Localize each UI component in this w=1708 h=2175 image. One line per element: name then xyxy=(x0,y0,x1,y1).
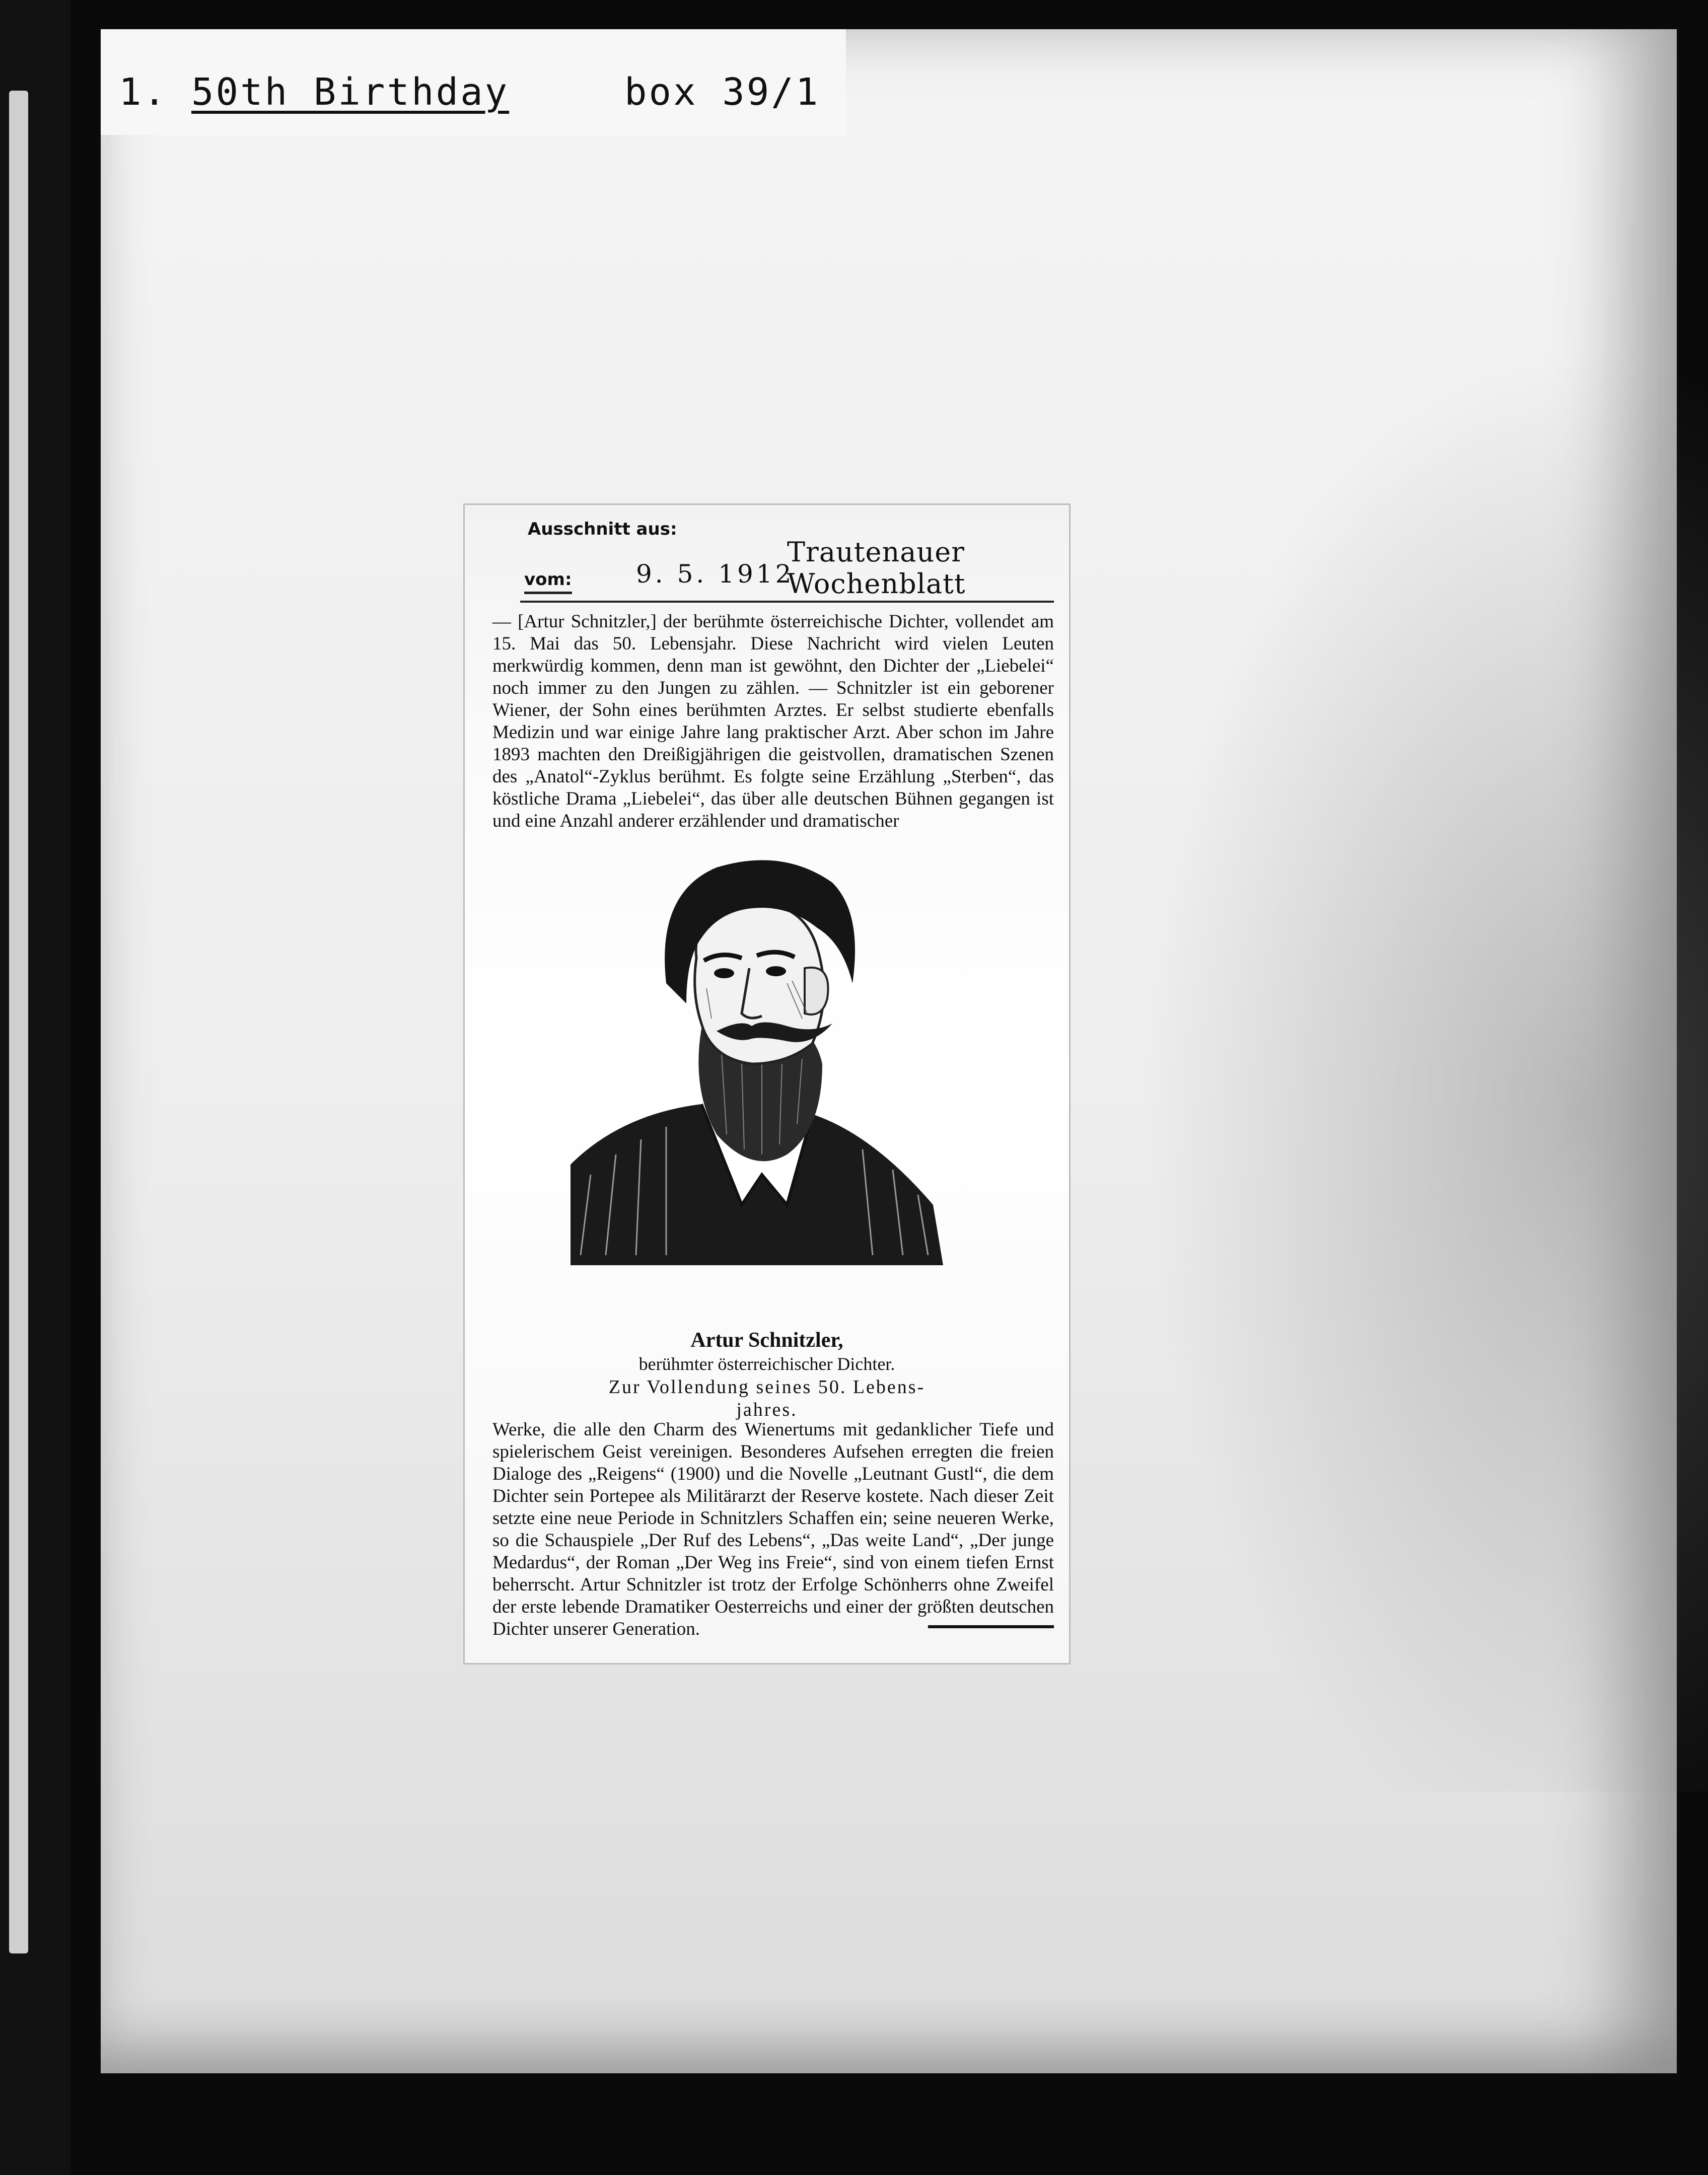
newspaper-clipping xyxy=(463,503,1071,1664)
caption-occasion-line-2: jahres. xyxy=(736,1399,798,1420)
caption-name: Artur Schnitzler, xyxy=(690,1329,843,1352)
date-label: vom: xyxy=(524,569,572,594)
adjacent-page-edge xyxy=(9,91,28,1953)
article-paragraph-1: — [Artur Schnitzler,] der berühmte österreichische Dichter, vollendet am 15. Mai das 50. Lebensjahr. Diese Nachricht wird vielen Leuten merkwürdig kommen, denn man ist gewöhnt, den Dichter der „Liebelei“ noch immer zu den Jungen zu zählen. — Schnitzler ist ein geborener Wiener, der Sohn eines berühmten Arztes. Er selbst studierte ebenfalls Medizin und war einige Jahre lang praktischer Arzt. Aber schon im Jahre 1893 machten den Dreißigjährigen die geistvollen, dramatischen Szenen des „Anatol“-Zyklus berühmt. Es folgte seine Erzählung „Sterben“, das köstliche Drama „Liebelei“, das über alle deutschen Bühnen gegangen ist und eine Anzahl anderer erzählender und dramatischer xyxy=(492,611,1054,831)
folder-title: 50th Birthday xyxy=(191,70,510,114)
caption-description: berühmter österreichischer Dichter. xyxy=(638,1354,895,1374)
sheet-shadow xyxy=(1108,281,1708,1791)
header-rule xyxy=(520,601,1054,603)
newspaper-name: Trautenauer Wochenblatt xyxy=(787,536,966,600)
box-number: box 39/1 xyxy=(624,70,820,114)
article-end-rule xyxy=(928,1625,1054,1628)
clipping-date: 9. 5. 1912 xyxy=(636,559,795,589)
scan-left-strip xyxy=(0,0,70,2175)
caption-occasion-line-1: Zur Vollendung seines 50. Lebens- xyxy=(608,1376,926,1398)
source-label: Ausschnitt aus: xyxy=(528,519,677,539)
portrait-engraving xyxy=(550,852,963,1265)
article-paragraph-2: Werke, die alle den Charm des Wienertums mit gedanklicher Tiefe und spielerischem Geist vereinigen. Besonderes Aufsehen erregten die freien Dialoge des „Reigens“ (1900) und die Novelle „Leutnant Gustl“, die dem Dichter sein Portepee als Militärarzt der Reserve kostete. Nach dieser Zeit setzte eine neue Periode in Schnitzlers Schaffen ein; seine neueren Werke, so die Schauspiele „Der Ruf des Lebens“, „Das weite Land“, „Der junge Medardus“, der Roman „Der Weg ins Freie“, sind von einem tiefen Ernst beherrscht. Artur Schnitzler ist trotz der Erfolge Schönherrs ohne Zweifel der erste lebende Dramatiker Oesterreichs und einer der größten deutschen Dichter unserer Generation. xyxy=(492,1419,1054,1639)
folder-number: 1. xyxy=(119,70,168,114)
